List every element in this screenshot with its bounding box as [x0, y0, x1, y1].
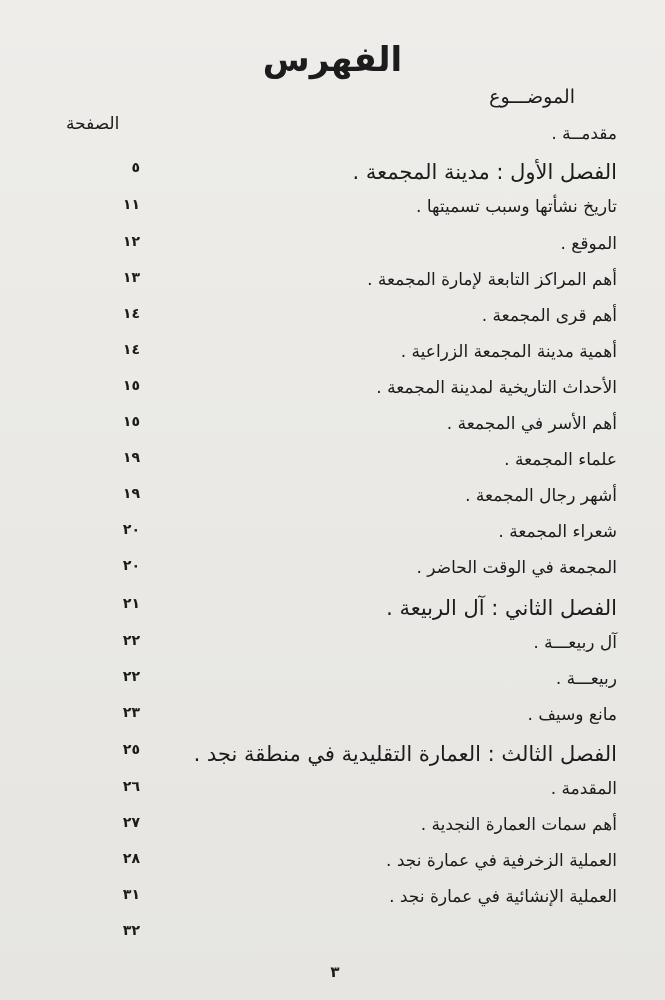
toc-page-number: ٣١ [122, 887, 140, 903]
toc-page-number: ٢٠ [122, 522, 140, 538]
toc-entry: تاريخ نشأتها وسبب تسميتها . [416, 197, 617, 217]
toc-page-number: ٢٢ [122, 633, 140, 649]
toc-row [0, 887, 665, 917]
toc-page-number: ٢٧ [122, 815, 140, 831]
toc-row [0, 669, 665, 699]
toc-page-number: ١٤ [122, 342, 140, 358]
page-column-header: الصفحة [66, 114, 120, 134]
toc-page-number: ٣٢ [122, 923, 140, 939]
toc-page-number: ١٤ [122, 306, 140, 322]
chapter-title: الفصل الثاني : آل الربيعة . [386, 596, 617, 620]
toc-entry: أهم الأسر في المجمعة . [446, 414, 617, 434]
toc-row-chapter-2 [0, 596, 665, 626]
toc-page-number: ١٥ [122, 378, 140, 394]
toc-row [0, 342, 665, 372]
toc-row [0, 522, 665, 552]
toc-row [0, 779, 665, 809]
toc-entry: ربيعـــة . [555, 669, 617, 689]
toc-row [0, 306, 665, 336]
toc-row [0, 270, 665, 300]
chapter-title: الفصل الأول : مدينة المجمعة . [352, 160, 617, 184]
toc-page-number: ٢٥ [122, 742, 140, 758]
toc-entry: العملية الزخرفية في عمارة نجد . [386, 851, 617, 871]
toc-row-chapter-3 [0, 742, 665, 772]
toc-page-number: ٢١ [122, 596, 140, 612]
toc-entry: الأحداث التاريخية لمدينة المجمعة . [376, 378, 617, 398]
toc-page-number: ١٩ [122, 486, 140, 502]
toc-entry: أهمية مدينة المجمعة الزراعية . [400, 342, 617, 362]
toc-page-number: ٥ [131, 160, 140, 176]
toc-entry: أهم سمات العمارة النجدية . [420, 815, 617, 835]
toc-entry: مقدمــة . [551, 124, 617, 144]
toc-page-number: ٢٢ [122, 669, 140, 685]
page-folio-number: ٣ [330, 963, 340, 981]
toc-row [0, 923, 665, 953]
toc-row [0, 558, 665, 588]
toc-page-number: ١٩ [122, 450, 140, 466]
toc-page-number: ١٣ [122, 270, 140, 286]
toc-entry: شعراء المجمعة . [498, 522, 617, 542]
toc-entry: علماء المجمعة . [504, 450, 617, 470]
toc-row [0, 378, 665, 408]
subject-column-header: الموضـــوع [489, 86, 575, 108]
toc-row [0, 414, 665, 444]
toc-row-chapter-1 [0, 160, 665, 190]
toc-entry: آل ربيعـــة . [533, 633, 617, 653]
toc-page-number: ٢٦ [122, 779, 140, 795]
toc-entry: الموقع . [560, 234, 617, 254]
toc-page-number: ١٢ [122, 234, 140, 250]
toc-page-number: ٢٨ [122, 851, 140, 867]
toc-page-number: ٢٣ [122, 705, 140, 721]
toc-row [0, 450, 665, 480]
toc-row-intro [0, 124, 665, 154]
toc-row [0, 851, 665, 881]
toc-entry: أهم قرى المجمعة . [481, 306, 617, 326]
toc-page-number: ١٥ [122, 414, 140, 430]
toc-entry: المجمعة في الوقت الحاضر . [416, 558, 617, 578]
toc-row [0, 197, 665, 227]
toc-row [0, 486, 665, 516]
toc-entry: مانع وسيف . [527, 705, 617, 725]
toc-entry: أشهر رجال المجمعة . [465, 486, 617, 506]
toc-row [0, 705, 665, 735]
toc-row [0, 633, 665, 663]
toc-entry: المقدمة . [550, 779, 617, 799]
page-title: الفهرس [262, 40, 403, 80]
toc-entry: العملية الإنشائية في عمارة نجد . [389, 887, 617, 907]
toc-page-number: ٢٠ [122, 558, 140, 574]
toc-page-number: ١١ [122, 197, 140, 213]
chapter-title: الفصل الثالث : العمارة التقليدية في منطقة نجد . [193, 742, 617, 766]
toc-entry: أهم المراكز التابعة لإمارة المجمعة . [367, 270, 617, 290]
toc-row [0, 815, 665, 845]
toc-row [0, 234, 665, 264]
